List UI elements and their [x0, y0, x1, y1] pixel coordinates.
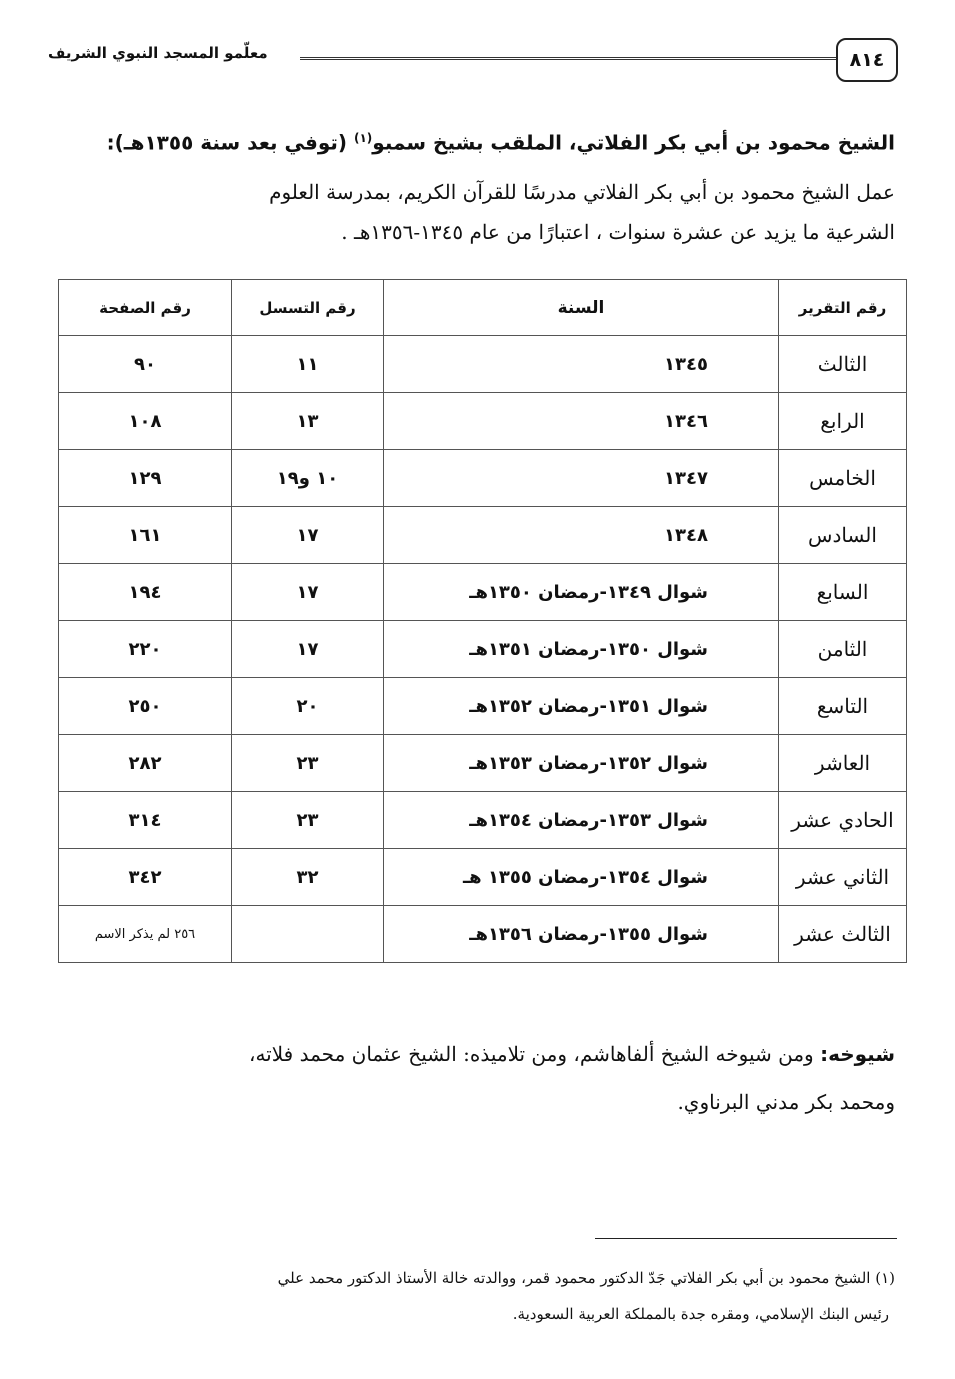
page-number: ٨١٤ [836, 38, 898, 82]
table-row [59, 678, 907, 735]
cell-seq: ١٧ [232, 564, 384, 621]
cell-report: الرابع [779, 393, 907, 450]
table-row [59, 792, 907, 849]
cell-page: ٢٥٦ لم يذكر الاسم [59, 906, 232, 963]
cell-seq [232, 906, 384, 963]
header-report: رقم التقرير [779, 280, 907, 336]
cell-seq: ١٧ [232, 621, 384, 678]
cell-page: ١٩٤ [59, 564, 232, 621]
cell-report: الخامس [779, 450, 907, 507]
cell-year: شوال ١٣٥٠-رمضان ١٣٥١هـ [384, 621, 779, 678]
table-row [59, 336, 907, 393]
cell-report: الثامن [779, 621, 907, 678]
cell-page: ٢٥٠ [59, 678, 232, 735]
footnote-line: (١) الشيخ محمود بن أبي بكر الفلاتي جَدّ الدكتور محمود قمر، ووالدته خالة الأستاذ الدكتور محمد علي [277, 1269, 895, 1287]
table-row [59, 564, 907, 621]
cell-page: ٢٨٢ [59, 735, 232, 792]
paragraph-line [60, 1030, 895, 1078]
table-row [59, 507, 907, 564]
cell-report: الثالث [779, 336, 907, 393]
paragraph-line: ومحمد بكر مدني البرناوي. [677, 1090, 895, 1114]
cell-year: شوال ١٣٥٣-رمضان ١٣٥٤هـ [384, 792, 779, 849]
cell-seq: ٢٠ [232, 678, 384, 735]
header-page: رقم الصفحة [59, 280, 232, 336]
cell-year: ١٣٤٥ [384, 336, 779, 393]
table-row [59, 735, 907, 792]
footnote-rule [595, 1238, 897, 1239]
cell-seq: ٢٣ [232, 792, 384, 849]
cell-year: شوال ١٣٤٩-رمضان ١٣٥٠هـ [384, 564, 779, 621]
paragraph-line: الشرعية ما يزيد عن عشرة سنوات ، اعتبارًا من عام ١٣٤٥-١٣٥٦هـ . [341, 220, 895, 244]
cell-report: التاسع [779, 678, 907, 735]
cell-page: ٢٢٠ [59, 621, 232, 678]
cell-page: ٣١٤ [59, 792, 232, 849]
teachers-text: ومن شيوخه الشيخ ألفاهاشم، ومن تلاميذه: الشيخ عثمان محمد فلاته، [249, 1042, 821, 1066]
cell-page: ١٠٨ [59, 393, 232, 450]
running-title: معلّمو المسجد النبوي الشريف [48, 44, 268, 62]
cell-report: السادس [779, 507, 907, 564]
page-header [48, 32, 898, 86]
cell-report: العاشر [779, 735, 907, 792]
table-row [59, 849, 907, 906]
heading-text: الشيخ محمود بن أبي بكر الفلاتي، الملقب بشيخ سمبو [372, 130, 895, 155]
reports-table [58, 279, 907, 963]
footnote [70, 1260, 895, 1332]
cell-report: السابع [779, 564, 907, 621]
cell-seq: ٢٣ [232, 735, 384, 792]
table-row [59, 393, 907, 450]
cell-page: ٩٠ [59, 336, 232, 393]
section-heading [60, 118, 895, 163]
cell-year: شوال ١٣٥١-رمضان ١٣٥٢هـ [384, 678, 779, 735]
header-seq: رقم التسسل [232, 280, 384, 336]
header-year: السنة [384, 280, 779, 336]
cell-year: شوال ١٣٥٢-رمضان ١٣٥٣هـ [384, 735, 779, 792]
cell-year: ١٣٤٧ [384, 450, 779, 507]
cell-seq: ١١ [232, 336, 384, 393]
paragraph-line: عمل الشيخ محمود بن أبي بكر الفلاتي مدرسًا للقرآن الكريم، بمدرسة العلوم [269, 180, 895, 204]
teachers-paragraph [60, 1030, 895, 1126]
table-header-row [59, 280, 907, 336]
cell-seq: ١٠ و١٩ [232, 450, 384, 507]
cell-report: الحادي عشر [779, 792, 907, 849]
cell-seq: ٣٢ [232, 849, 384, 906]
cell-year: ١٣٤٨ [384, 507, 779, 564]
cell-seq: ١٣ [232, 393, 384, 450]
cell-year: شوال ١٣٥٤-رمضان ١٣٥٥ هـ [384, 849, 779, 906]
table-row [59, 450, 907, 507]
table-row [59, 906, 907, 963]
cell-seq: ١٧ [232, 507, 384, 564]
cell-year: شوال ١٣٥٥-رمضان ١٣٥٦هـ [384, 906, 779, 963]
heading-date: (توفي بعد سنة ١٣٥٥هـ): [106, 130, 348, 155]
cell-page: ١٦١ [59, 507, 232, 564]
header-rule [300, 57, 836, 60]
footnote-line: رئيس البنك الإسلامي، ومقره جدة بالمملكة العربية السعودية. [512, 1305, 889, 1323]
cell-report: الثالث عشر [779, 906, 907, 963]
intro-paragraph [60, 172, 895, 252]
cell-report: الثاني عشر [779, 849, 907, 906]
cell-page: ١٢٩ [59, 450, 232, 507]
cell-page: ٣٤٢ [59, 849, 232, 906]
teachers-label: شيوخه: [820, 1042, 895, 1066]
cell-year: ١٣٤٦ [384, 393, 779, 450]
footnote-ref: (١) [353, 131, 373, 145]
table-row [59, 621, 907, 678]
